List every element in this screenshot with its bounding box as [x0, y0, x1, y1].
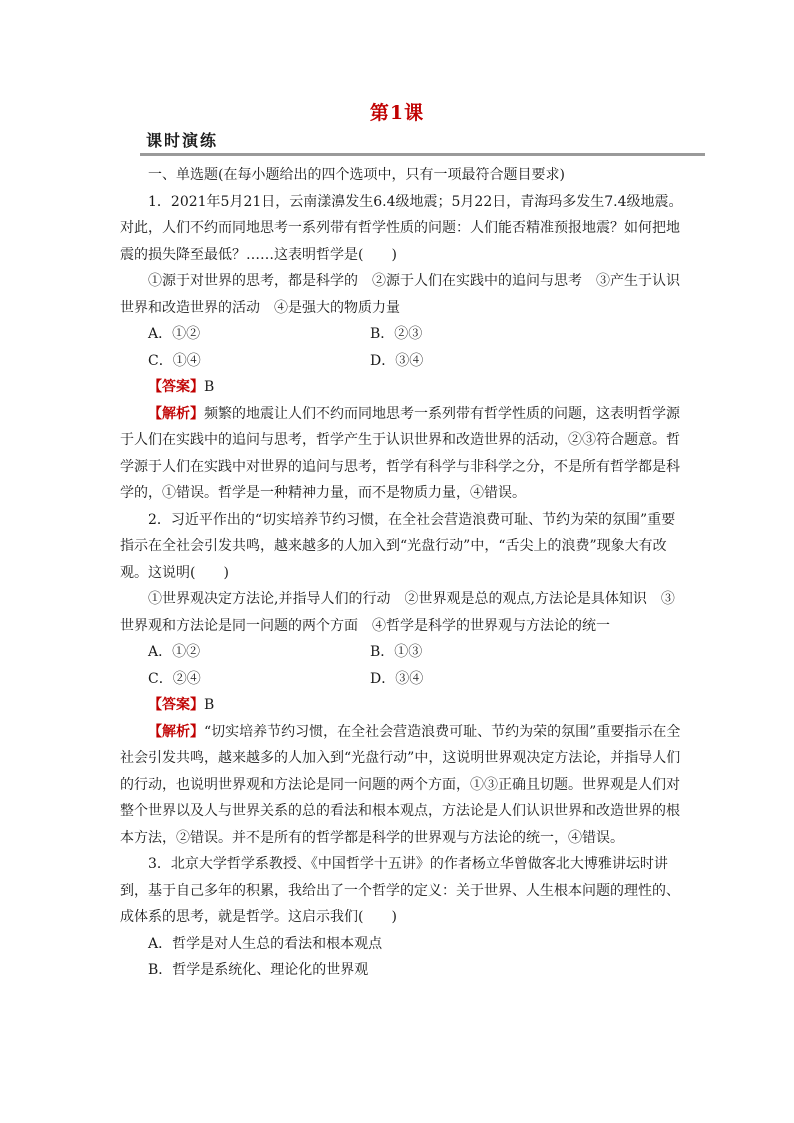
question-1-option-d: D．③④ [370, 352, 424, 369]
question-2-option-d: D．③④ [370, 670, 424, 687]
question-2-statements: ①世界观决定方法论,并指导人们的行动 ②世界观是总的观点,方法论是具体知识 ③世界观和方法论是同一问题的两个方面 ④哲学是科学的世界观与方法论的统一 [120, 591, 675, 634]
section-divider [140, 153, 705, 156]
answer-label: 【答案】 [148, 379, 204, 395]
question-2-answer-value: B [204, 697, 215, 713]
question-2-analysis [120, 719, 686, 852]
question-2-option-c: C．②④ [148, 670, 201, 687]
question-1-options-row-1 [120, 321, 686, 348]
question-3-stem: 3．北京大学哲学系教授、《中国哲学十五讲》的作者杨立华曾做客北大博雅讲坛时讲到，基于自己多年的积累，我给出了一个哲学的定义：关于世界、人生根本问题的理性的、成体系的思考，就是哲学。这启示我们( ) [120, 856, 680, 925]
question-1-options-row-2 [120, 348, 686, 375]
question-1-option-c: C．①④ [148, 352, 201, 369]
question-2-option-a: A．①② [148, 644, 201, 660]
section-title: 课时演练 [146, 131, 219, 150]
question-2-options-row-2 [120, 666, 686, 693]
question-2-analysis-text: “切实培养节约习惯，在全社会营造浪费可耻、节约为荣的氛围”重要指示在全社会引发共鸣，越来越多的人加入到“光盘行动”中，这说明世界观决定方法论，并指导人们的行动，也说明世界观和方法论是同一问题的两个方面，①③正确且切题。世界观是人们对整个世界以及人与世界关系的总的看法和根本观点，方法论是人们认识世界和改造世界的根本方法，②错误。并不是所有的哲学都是科学的世界观与方法论的统一，④错误。 [120, 723, 681, 846]
analysis-label: 【解析】 [148, 723, 204, 740]
exercise-content [120, 162, 686, 984]
answer-label: 【答案】 [148, 697, 204, 713]
question-1-option-b: B．②③ [370, 326, 423, 342]
question-1-analysis-text: 频繁的地震让人们不约而同地思考一系列带有哲学性质的问题，这表明哲学源于人们在实践中的追问与思考，哲学产生于认识世界和改造世界的活动，②③符合题意。哲学源于人们在实践中对世界的追问与思考，哲学有科学与非科学之分，不是所有哲学都是科学的，①错误。哲学是一种精神力量，而不是物质力量，④错误。 [120, 405, 680, 501]
question-1-analysis [120, 401, 686, 507]
section-intro: 一、单选题(在每小题给出的四个选项中，只有一项最符合题目要求) [148, 167, 565, 183]
question-3-option-a: A．哲学是对人生总的看法和根本观点 [148, 935, 383, 952]
question-2-options-row-1 [120, 639, 686, 666]
question-1-stem: 1．2021年5月21日，云南漾濞发生6.4级地震；5月22日，青海玛多发生7.4级地震。对此，人们不约而同地思考一系列带有哲学性质的问题：人们能否精准预报地震？如何把地震的损失降至最低？……这表明哲学是( ) [120, 193, 683, 263]
question-1-statements: ①源于对世界的思考，都是科学的 ②源于人们在实践中的追问与思考 ③产生于认识世界和改造世界的活动 ④是强大的物质力量 [120, 273, 680, 316]
question-1-answer [120, 374, 686, 401]
question-3-option-b: B．哲学是系统化、理论化的世界观 [148, 962, 369, 978]
question-2-answer [120, 692, 686, 719]
question-2-stem: 2．习近平作出的“切实培养节约习惯，在全社会营造浪费可耻、节约为荣的氛围”重要指示在全社会引发共鸣，越来越多的人加入到“光盘行动”中，“舌尖上的浪费”现象大有改观。这说明( ) [120, 511, 676, 581]
question-1-option-a: A．①② [148, 326, 201, 342]
question-1-answer-value: B [204, 379, 215, 395]
analysis-label: 【解析】 [148, 405, 204, 422]
page-title: 第1课 [369, 102, 425, 124]
question-2-option-b: B．①③ [370, 644, 423, 660]
